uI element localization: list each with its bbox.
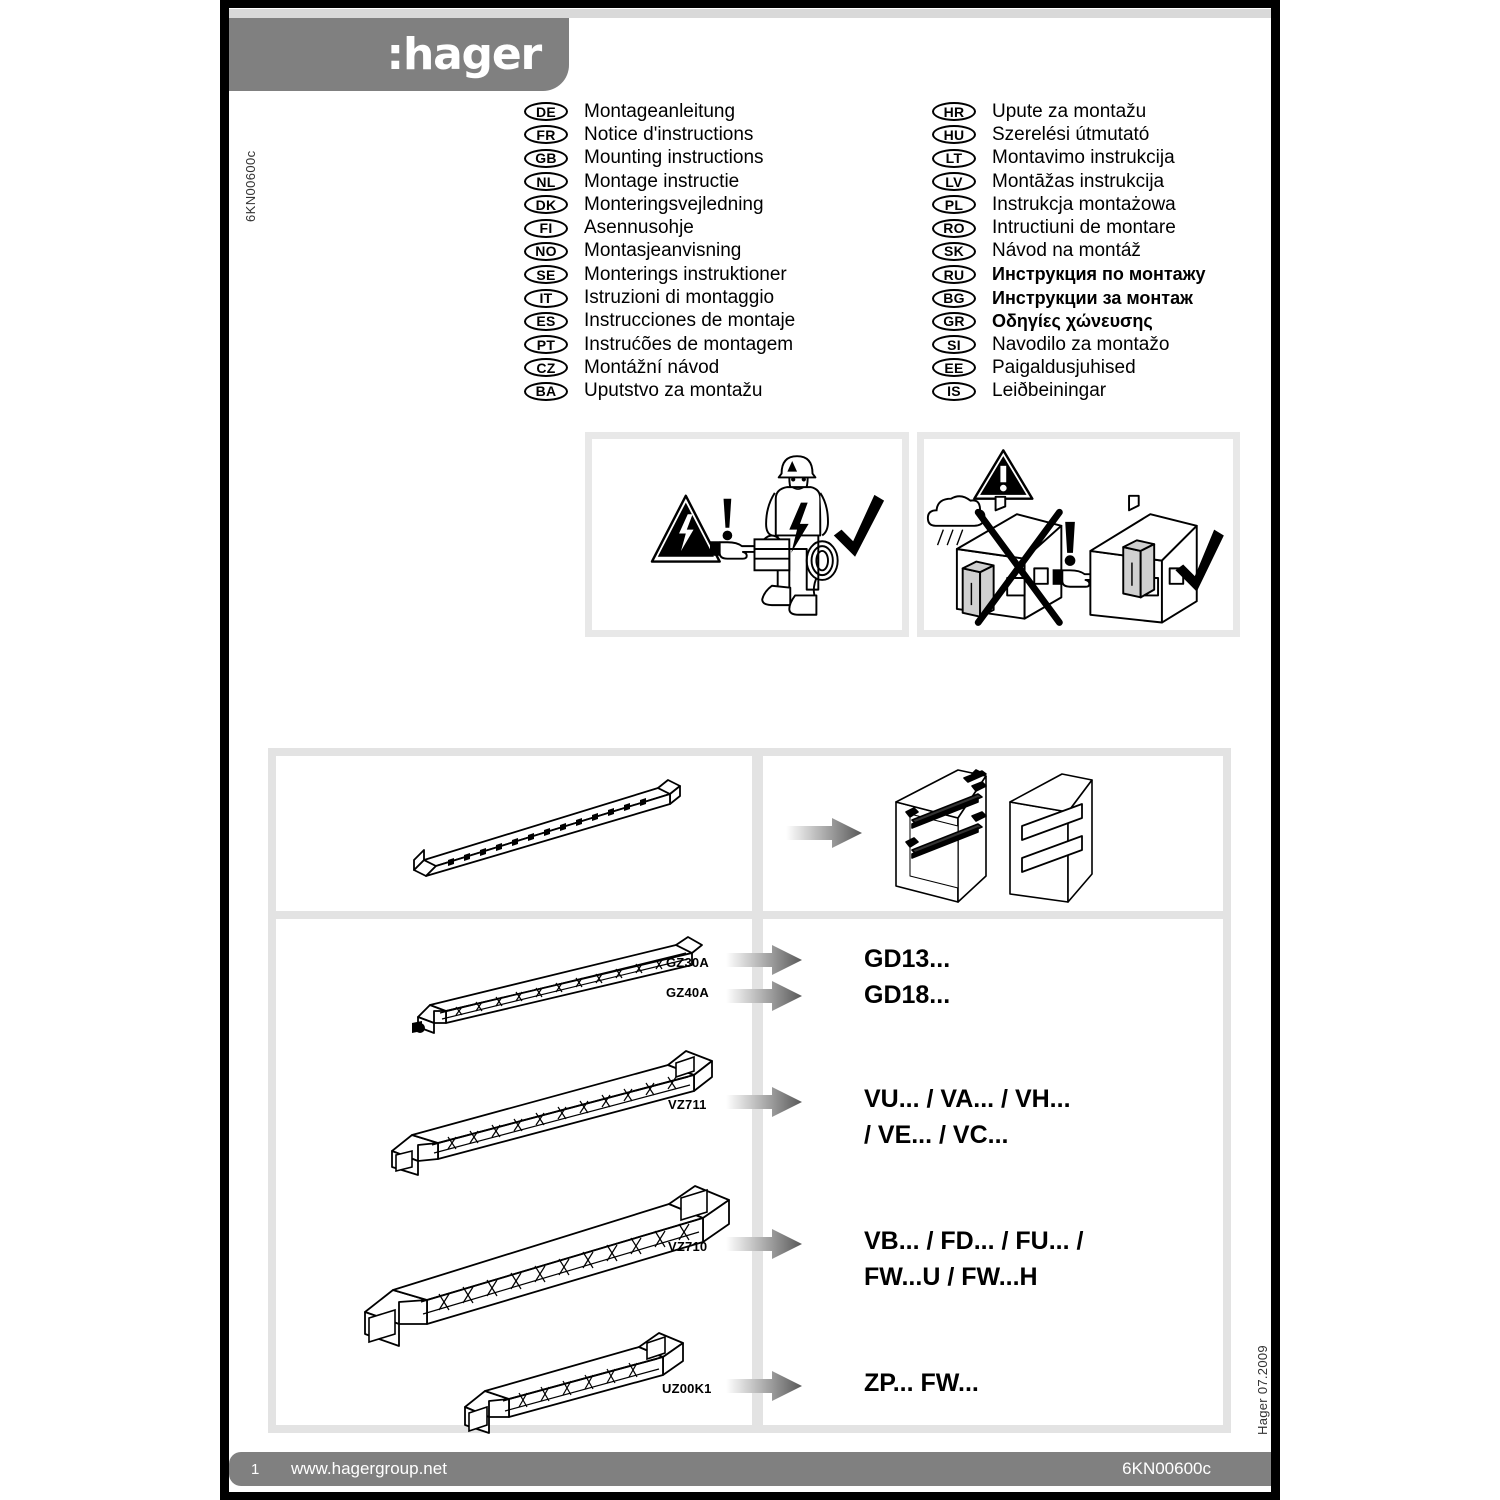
- language-code-badge: PL: [932, 195, 976, 214]
- language-code-badge: LV: [932, 172, 976, 191]
- frame-top-bar: [229, 0, 1271, 8]
- compatible-product-label: ZP... FW...: [864, 1369, 979, 1397]
- language-title: Instrukcja montażowa: [992, 193, 1176, 215]
- product-ref-label: VZ711: [668, 1097, 707, 1112]
- language-code-badge: SI: [932, 335, 976, 354]
- top-gray-band: [229, 9, 1271, 18]
- product-ref-label: GZ40A: [666, 985, 709, 1000]
- language-title: Montāžas instrukcija: [992, 170, 1165, 192]
- language-title: Szerelési útmutató: [992, 123, 1150, 145]
- compatible-product-label: / VE... / VC...: [864, 1121, 1009, 1149]
- language-title: Инструкции за монтаж: [992, 287, 1193, 308]
- language-item: [524, 193, 795, 216]
- pictogram-indoor-installation-only: [917, 432, 1241, 637]
- language-code-badge: RO: [932, 219, 976, 238]
- language-item: [524, 170, 795, 193]
- language-title: Инструкция по монтажу: [992, 264, 1206, 285]
- language-item: [932, 193, 1205, 216]
- page-number: 1: [251, 1460, 260, 1478]
- din-rail-icon: [396, 778, 696, 888]
- compatible-product-label: VU... / VA... / VH...: [864, 1085, 1071, 1113]
- language-item: [932, 380, 1205, 403]
- language-title: Istruzioni di montaggio: [584, 287, 775, 309]
- language-title: Upute za montažu: [992, 100, 1147, 122]
- language-title: Notice d'instructions: [584, 123, 754, 145]
- document-code-vertical: 6KN00600c: [243, 150, 258, 222]
- language-title: Návod na montáž: [992, 240, 1141, 262]
- process-arrow-icon: [726, 945, 802, 975]
- language-item: [932, 147, 1205, 170]
- electrician-safety-illustration: [592, 439, 902, 630]
- indoor-installation-illustration: [924, 439, 1234, 630]
- language-item: [524, 147, 795, 170]
- product-ref-label: UZ00K1: [662, 1381, 712, 1396]
- exclamation-icon: [1064, 522, 1075, 566]
- language-title: Monterings instruktioner: [584, 263, 787, 285]
- language-code-badge: HU: [932, 125, 976, 144]
- toolbox-icon: [754, 535, 789, 570]
- language-title: Paigaldusjuhised: [992, 356, 1136, 378]
- language-code-badge: LT: [932, 149, 976, 168]
- language-item: [524, 380, 795, 403]
- footer-document-code: 6KN00600c: [1122, 1459, 1211, 1478]
- panel-din-rail-mounting: [276, 756, 1223, 911]
- language-title: Montage instructie: [584, 170, 740, 192]
- compatible-product-label: FW...U / FW...H: [864, 1263, 1038, 1291]
- process-arrow-icon: [726, 1229, 802, 1259]
- language-code-badge: GB: [524, 149, 568, 168]
- language-item: [524, 100, 795, 123]
- language-title: Monteringsvejledning: [584, 193, 764, 215]
- language-code-badge: BG: [932, 289, 976, 308]
- process-arrow-icon: [726, 981, 802, 1011]
- language-title: Intructiuni de montare: [992, 217, 1176, 239]
- language-code-badge: BA: [524, 382, 568, 401]
- electrical-hazard-triangle-icon: [652, 496, 720, 562]
- language-item: [932, 123, 1205, 146]
- language-code-badge: RU: [932, 265, 976, 284]
- language-code-badge: HR: [932, 102, 976, 121]
- safety-pictograms: [585, 432, 1240, 637]
- language-title: Navodilo za montažo: [992, 333, 1170, 355]
- frame-bottom-bar: [229, 1492, 1271, 1500]
- language-title: Instrucciones de montaje: [584, 310, 796, 332]
- language-item: [524, 263, 795, 286]
- language-item: [932, 216, 1205, 239]
- language-title: Leiðbeiningar: [992, 380, 1107, 402]
- language-title: Montážní návod: [584, 356, 720, 378]
- language-code-badge: EE: [932, 358, 976, 377]
- language-item: [524, 356, 795, 379]
- language-code-badge: DE: [524, 102, 568, 121]
- process-arrow-icon: [786, 818, 862, 848]
- warning-triangle-icon: [974, 450, 1032, 498]
- compatible-product-label: GD13...: [864, 945, 951, 973]
- hager-logo-text: :hager: [386, 29, 541, 80]
- checkmark-icon: [834, 495, 884, 557]
- language-title: Montavimo instrukcija: [992, 147, 1175, 169]
- language-item: [524, 310, 795, 333]
- language-item: [524, 240, 795, 263]
- enclosure-indoor-icon: [1123, 540, 1154, 597]
- footer-url[interactable]: www.hagergroup.net: [291, 1459, 447, 1478]
- language-code-badge: PT: [524, 335, 568, 354]
- product-ref-label: GZ30A: [666, 955, 709, 970]
- language-code-badge: IS: [932, 382, 976, 401]
- language-title: Instrućões de montagem: [584, 333, 794, 355]
- language-list-left: [524, 100, 795, 403]
- panel-product-compatibility: [276, 919, 1223, 1425]
- compatible-product-label: GD18...: [864, 981, 951, 1009]
- language-code-badge: ES: [524, 312, 568, 331]
- language-code-badge: IT: [524, 289, 568, 308]
- process-arrow-icon: [726, 1087, 802, 1117]
- language-item: [524, 123, 795, 146]
- language-item: [932, 100, 1205, 123]
- language-code-badge: FI: [524, 219, 568, 238]
- hager-logo: [229, 18, 569, 91]
- language-code-badge: DK: [524, 195, 568, 214]
- language-code-badge: GR: [932, 312, 976, 331]
- language-title: Uputstvo za montažu: [584, 380, 763, 402]
- language-item: [932, 356, 1205, 379]
- product-panels: [268, 748, 1231, 1433]
- language-item: [932, 333, 1205, 356]
- language-title: Montasjeanvisning: [584, 240, 742, 262]
- pictogram-qualified-electrician: [585, 432, 909, 637]
- panel-divider: [752, 756, 763, 911]
- language-item: [932, 286, 1205, 309]
- language-title: Asennusohje: [584, 217, 694, 239]
- process-arrow-icon: [726, 1371, 802, 1401]
- language-code-badge: SK: [932, 242, 976, 261]
- language-item: [524, 333, 795, 356]
- document-date-vertical: Hager 07.2009: [1255, 1345, 1270, 1435]
- language-code-badge: NO: [524, 242, 568, 261]
- language-item: [524, 216, 795, 239]
- language-title: Montageanleitung: [584, 100, 736, 122]
- language-code-badge: NL: [524, 172, 568, 191]
- language-code-badge: FR: [524, 125, 568, 144]
- language-item: [932, 240, 1205, 263]
- language-title: Οδηγίες χώνευσης: [992, 310, 1153, 331]
- compatible-product-label: VB... / FD... / FU... /: [864, 1227, 1084, 1255]
- language-code-badge: SE: [524, 265, 568, 284]
- product-ref-label: VZ710: [668, 1239, 708, 1254]
- page-footer: [229, 1452, 1271, 1486]
- exclamation-icon: [723, 499, 733, 541]
- language-title: Mounting instructions: [584, 147, 764, 169]
- language-item: [932, 170, 1205, 193]
- language-item: [524, 286, 795, 309]
- language-item: [932, 263, 1205, 286]
- language-list-right: [932, 100, 1205, 403]
- language-item: [932, 310, 1205, 333]
- language-code-badge: CZ: [524, 358, 568, 377]
- enclosure-with-rails-icon: [886, 764, 1116, 904]
